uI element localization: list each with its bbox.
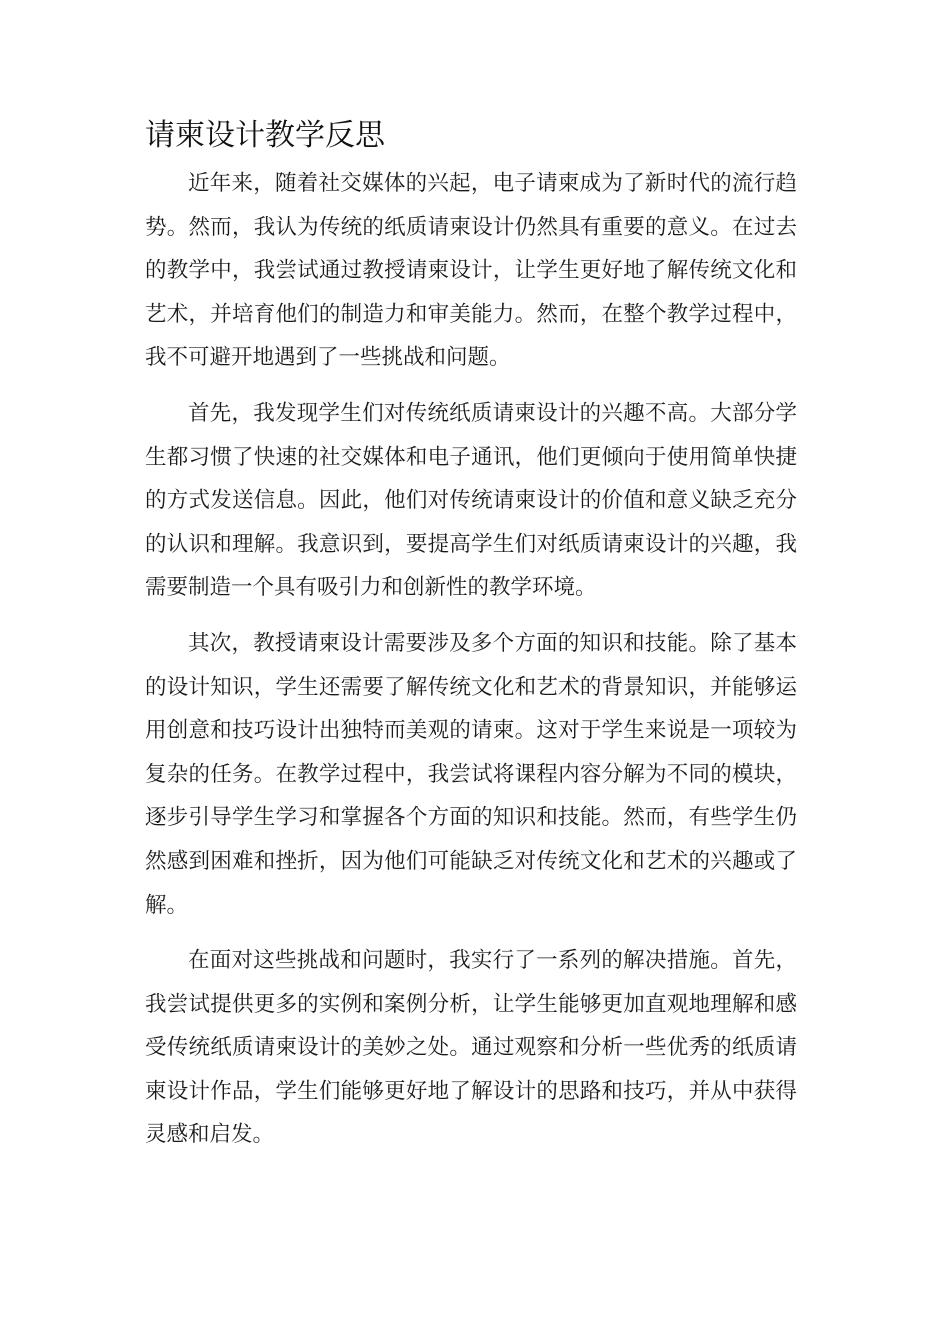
paragraph-2: 首先，我发现学生们对传统纸质请柬设计的兴趣不高。大部分学生都习惯了快速的社交媒体和电子通讯，他们更倾向于使用简单快捷的方式发送信息。因此，他们对传统请柬设计的价值和意义缺乏充分的认识和理解。我意识到，要提高学生们对纸质请柬设计的兴趣，我需要制造一个具有吸引力和创新性的教学环境。 [145,400,797,601]
document-body [145,162,797,1169]
document-title: 请柬设计教学反思 [145,118,385,153]
paragraph-4: 在面对这些挑战和问题时，我实行了一系列的解决措施。首先，我尝试提供更多的实例和案例分析，让学生能够更加直观地理解和感受传统纸质请柬设计的美妙之处。通过观察和分析一些优秀的纸质请柬设计作品，学生们能够更好地了解设计的思路和技巧，并从中获得灵感和启发。 [145,948,797,1148]
paragraph-1: 近年来，随着社交媒体的兴起，电子请柬成为了新时代的流行趋势。然而，我认为传统的纸质请柬设计仍然具有重要的意义。在过去的教学中，我尝试通过教授请柬设计，让学生更好地了解传统文化和艺术，并培育他们的制造力和审美能力。然而，在整个教学过程中，我不可避开地遇到了一些挑战和问题。 [145,171,797,371]
paragraph-3: 其次，教授请柬设计需要涉及多个方面的知识和技能。除了基本的设计知识，学生还需要了解传统文化和艺术的背景知识，并能够运用创意和技巧设计出独特而美观的请柬。这对于学生来说是一项较为复杂的任务。在教学过程中，我尝试将课程内容分解为不同的模块，逐步引导学生学习和掌握各个方面的知识和技能。然而，有些学生仍然感到困难和挫折，因为他们可能缺乏对传统文化和艺术的兴趣或了解。 [145,630,797,918]
